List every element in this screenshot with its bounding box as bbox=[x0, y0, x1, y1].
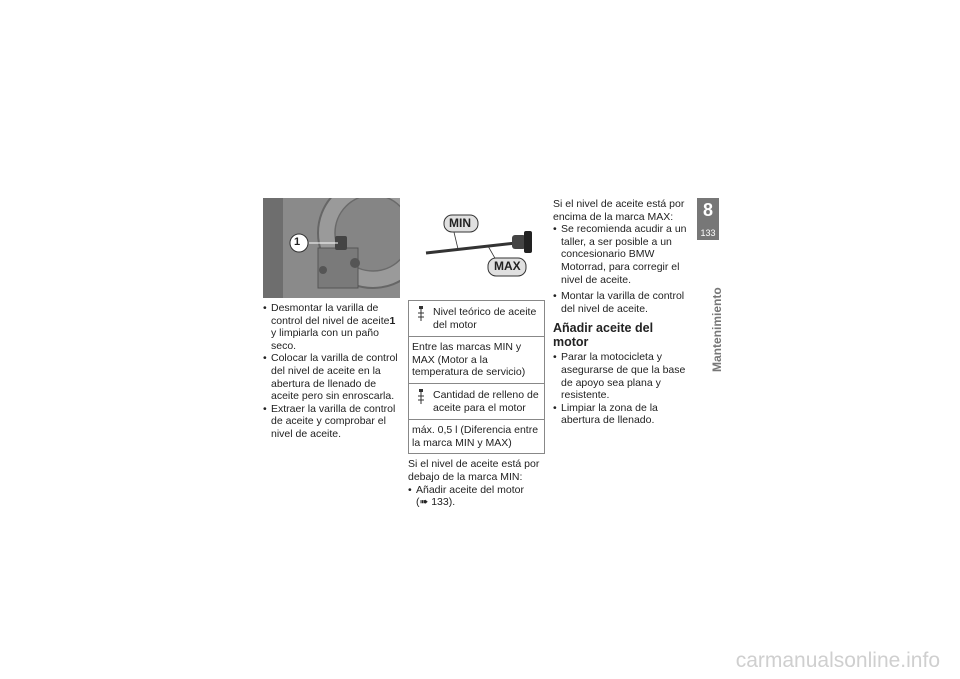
engine-illustration bbox=[263, 198, 400, 298]
step-list bbox=[553, 351, 690, 427]
list-item: • Limpiar la zona de la abertura de llenado. bbox=[553, 402, 690, 427]
column-1 bbox=[263, 198, 400, 441]
spec-value-1: Entre las marcas MIN y MAX (Motor a la temperatura de servicio) bbox=[409, 337, 544, 384]
spec-title-1: Nivel teórico de aceite del motor bbox=[433, 306, 537, 331]
min-label: MIN bbox=[449, 216, 471, 230]
column-3 bbox=[553, 198, 690, 427]
list-item: • Desmontar la varilla de control del nivel de aceite1 y limpiarla con un paño seco. bbox=[263, 302, 400, 352]
spec-table bbox=[408, 300, 545, 454]
section-heading: Añadir aceite del motor bbox=[553, 321, 654, 350]
list-item: • Colocar la varilla de control del nivel de aceite en la abertura de llenado de aceite pero sin enroscarla. bbox=[263, 352, 400, 402]
column-2 bbox=[408, 198, 545, 509]
paragraph: Si el nivel de aceite está por debajo de la marca MIN: bbox=[408, 458, 540, 483]
step-list bbox=[263, 302, 400, 441]
step-list bbox=[408, 484, 545, 509]
spec-header-1 bbox=[409, 301, 544, 337]
chapter-title: Mantenimiento bbox=[710, 287, 724, 372]
spec-header-2 bbox=[409, 384, 544, 420]
chapter-number: 8 bbox=[702, 200, 713, 220]
oil-fill-icon bbox=[415, 389, 433, 414]
list-item: • Extraer la varilla de control de aceite y comprobar el nivel de aceite. bbox=[263, 403, 400, 441]
dipstick-figure bbox=[408, 198, 545, 298]
oil-level-icon bbox=[415, 306, 433, 331]
max-label: MAX bbox=[494, 259, 521, 273]
list-item: • Se recomienda acudir a un taller, a ser posible a un concesionario BMW Motorrad, para corregir el nivel de aceite. bbox=[553, 223, 690, 286]
list-item: • Parar la motocicleta y asegurarse de que la base de apoyo sea plana y resistente. bbox=[553, 351, 690, 401]
engine-photo bbox=[263, 198, 400, 298]
spec-value-2: máx. 0,5 l (Diferencia entre la marca MIN y MAX) bbox=[412, 424, 539, 449]
figure-callout-1: 1 bbox=[294, 236, 301, 248]
page-number: 133 bbox=[700, 228, 716, 238]
list-item: • Añadir aceite del motor (➠ 133). bbox=[408, 484, 545, 509]
dipstick-illustration bbox=[408, 198, 545, 298]
list-item: • Montar la varilla de control del nivel de aceite. bbox=[553, 290, 690, 315]
spec-title-2: Cantidad de relleno de aceite para el motor bbox=[433, 388, 539, 414]
watermark: carmanualsonline.info bbox=[735, 649, 940, 672]
page-reference-link[interactable]: (➠ 133). bbox=[416, 496, 456, 509]
paragraph: Si el nivel de aceite está por encima de la marca MAX: bbox=[553, 198, 685, 223]
step-list bbox=[553, 223, 690, 315]
